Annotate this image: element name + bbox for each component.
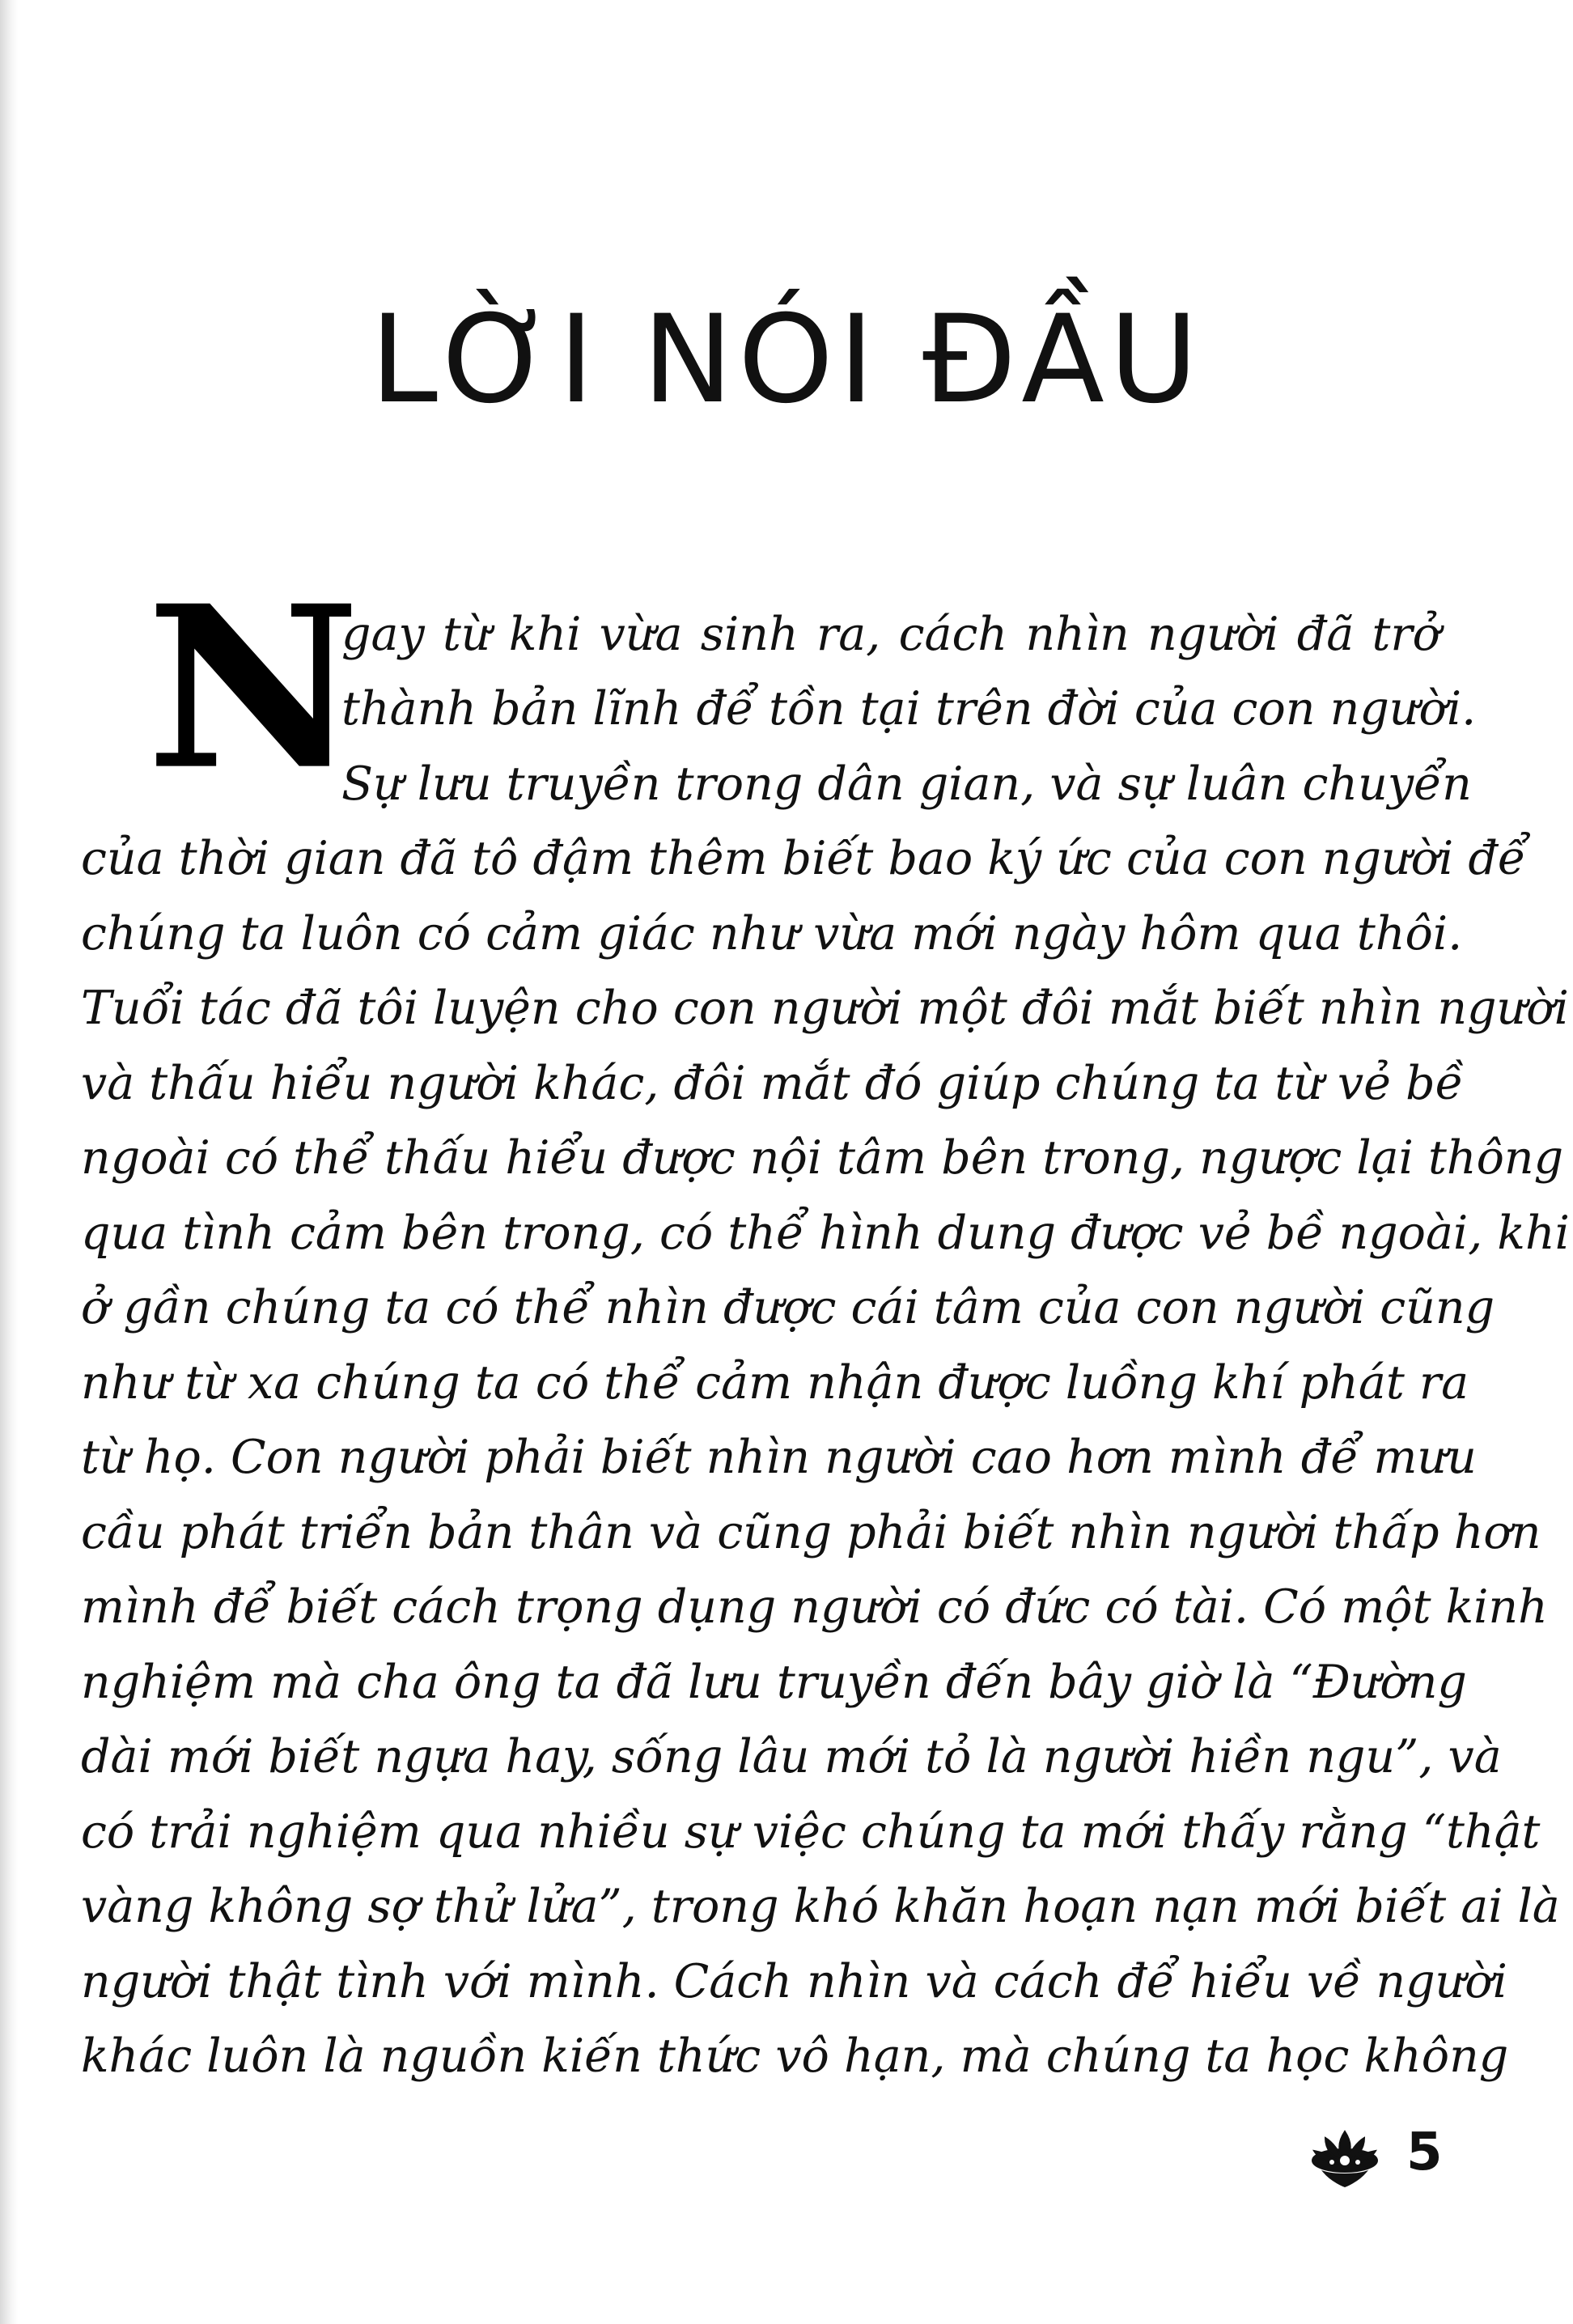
text-line-16: dài mới biết ngựa hay, sống lâu mới tỏ là người hiền ngu”, và [81, 1730, 1502, 1783]
text-line-5: chúng ta luôn có cảm giác như vừa mới ngày hôm qua thôi. [81, 907, 1463, 961]
text-line-10: ở gần chúng ta có thể nhìn được cái tâm của con người cũng [81, 1281, 1495, 1334]
text-line-12: từ họ. Con người phải biết nhìn người cao hơn mình để mưu [81, 1431, 1477, 1484]
lotus-ornament-icon [1309, 2123, 1380, 2195]
text-line-1: gay từ khi vừa sinh ra, cách nhìn người đã trở [341, 608, 1440, 661]
drop-cap-n [146, 556, 361, 819]
drop-cap-letter: N [146, 556, 361, 819]
text-line-2: thành bản lĩnh để tồn tại trên đời của con người. [341, 682, 1477, 736]
page-title: LỜI NÓI ĐẦU [370, 290, 1203, 430]
text-line-15: nghiệm mà cha ông ta đã lưu truyền đến bây giờ là “Đường [81, 1656, 1467, 1709]
text-line-20: khác luôn là nguồn kiến thức vô hạn, mà chúng ta học không [81, 2029, 1509, 2083]
text-line-17: có trải nghiệm qua nhiều sự việc chúng ta mới thấy rằng “thật [81, 1805, 1541, 1859]
text-line-7: và thấu hiểu người khác, đôi mắt đó giúp chúng ta từ vẻ bề [81, 1057, 1464, 1110]
text-line-6: Tuổi tác đã tôi luyện cho con người một đôi mắt biết nhìn người [81, 982, 1569, 1035]
text-line-13: cầu phát triển bản thân và cũng phải biết nhìn người thấp hơn [81, 1506, 1541, 1559]
page-number: 5 [1406, 2123, 1443, 2182]
text-line-14: mình để biết cách trọng dụng người có đức có tài. Có một kinh [81, 1580, 1548, 1634]
text-line-4: của thời gian đã tô đậm thêm biết bao ký ức của con người để [81, 832, 1526, 885]
text-line-19: người thật tình với mình. Cách nhìn và cách để hiểu về người [81, 1955, 1507, 2008]
text-line-3: Sự lưu truyền trong dân gian, và sự luân chuyển [341, 757, 1472, 811]
text-line-18: vàng không sợ thử lửa”, trong khó khăn hoạn nạn mới biết ai là [81, 1880, 1560, 1933]
text-line-9: qua tình cảm bên trong, có thể hình dung được vẻ bề ngoài, khi [81, 1207, 1570, 1260]
text-line-11: như từ xa chúng ta có thể cảm nhận được luồng khí phát ra [81, 1356, 1469, 1410]
text-line-8: ngoài có thể thấu hiểu được nội tâm bên trong, ngược lại thông [81, 1131, 1564, 1185]
